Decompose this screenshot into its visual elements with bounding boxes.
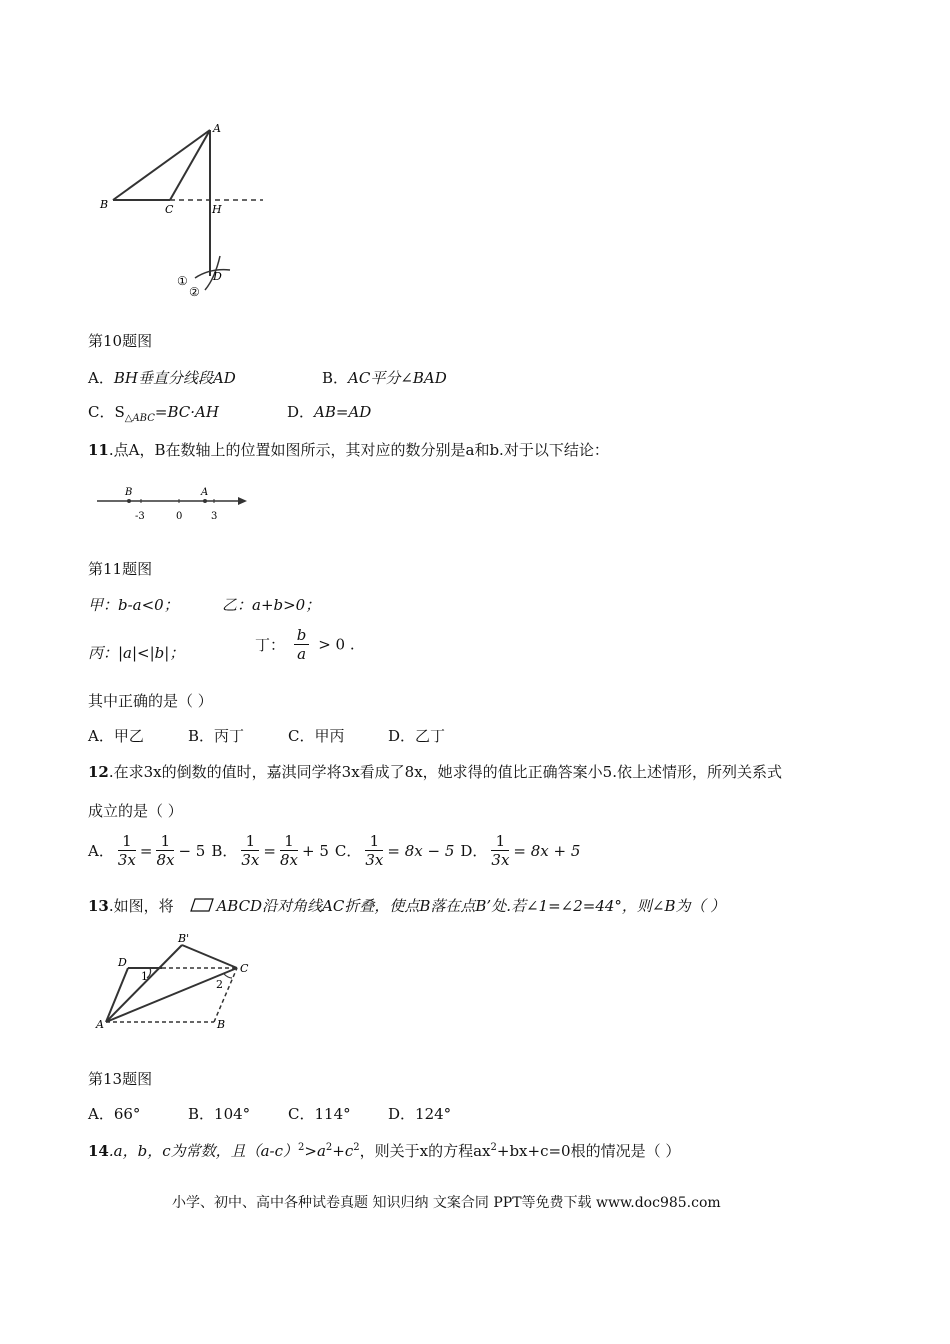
numerator: 1 (491, 832, 509, 851)
denominator: 3x (491, 851, 510, 869)
tick-label-0: 0 (176, 511, 183, 522)
segment-ac (170, 130, 210, 200)
denominator: 3x (241, 851, 260, 869)
opt-label: B． (322, 369, 349, 387)
q12-option-a (88, 832, 205, 869)
label-angle-2: 2 (216, 978, 223, 991)
sup: 2 (353, 1142, 360, 1153)
opt-text: BH垂直分线段AD (113, 369, 236, 387)
opt-label: D． (460, 842, 488, 860)
opt-sub: △ABC (124, 413, 155, 424)
figure-11-number-line (95, 483, 255, 523)
label-angle-1: 1 (141, 970, 148, 983)
question-text: .在求3x的倒数的值时，嘉淇同学将3x看成了8x，她求得的值比正确答案小5.依上述情形，所列关系式 (108, 763, 782, 781)
opt-label: B． (211, 842, 238, 860)
fig10-caption: 第10题图 (88, 332, 153, 350)
label-d: D (118, 956, 127, 969)
numerator: 1 (156, 832, 174, 851)
q11-option-a: A．甲乙 (88, 727, 144, 745)
denominator: 3x (117, 851, 136, 869)
q11-options (88, 725, 445, 746)
numerator: 1 (365, 832, 383, 851)
label-arc-1: ① (177, 274, 188, 288)
conclusion-yi: 乙：a+b>0； (222, 596, 321, 614)
label-bprime: B' (178, 932, 190, 945)
text-e: +bx+c=0根的情况是（ ） (496, 1142, 681, 1160)
numerator: 1 (280, 832, 298, 851)
opt-label: C． (88, 403, 115, 421)
angle-2-arc (224, 974, 232, 978)
q12-option-b (211, 832, 329, 869)
label-arc-2: ② (189, 285, 200, 299)
denominator: 8x (279, 851, 298, 869)
opt-label: A． (88, 369, 114, 387)
q10-option-a (88, 367, 236, 388)
label-b: B (100, 198, 109, 211)
q12-stem-line2: 成立的是（ ） (88, 802, 183, 820)
q10-option-d (287, 401, 371, 422)
conclusion-bing: 丙：|a|<|b|； (88, 644, 185, 662)
text-c: +c (332, 1142, 354, 1160)
fraction-b-over-a (294, 626, 310, 663)
ding-label: 丁： (255, 636, 286, 654)
equals: = (263, 841, 276, 860)
q13-options (88, 1103, 451, 1124)
label-c: C (165, 203, 174, 216)
figure-10 (95, 118, 270, 303)
arrow-head (238, 497, 247, 505)
point-b (127, 499, 131, 503)
fig11-caption: 第11题图 (88, 560, 153, 578)
q10-option-b (322, 367, 447, 388)
point-a (203, 499, 207, 503)
opt-s: S (114, 403, 125, 421)
q13-stem (88, 895, 725, 916)
rest: = 8x − 5 (387, 841, 455, 860)
opt-label: D． (287, 403, 315, 421)
q13-option-b: B．104° (188, 1105, 251, 1123)
sup: 2 (298, 1142, 305, 1153)
segment-bpc (182, 945, 237, 968)
label-b: B (217, 1018, 226, 1030)
frac (156, 832, 174, 869)
q10-option-c (88, 401, 219, 424)
q13-option-c: C．114° (288, 1105, 351, 1123)
denominator: 8x (156, 851, 175, 869)
label-a: A (213, 122, 221, 135)
label-d: D (213, 270, 222, 283)
segment-ab (113, 130, 210, 200)
q12-options (88, 832, 586, 869)
opt-rest: =BC·AH (154, 403, 219, 421)
text-a: .a，b，c为常数，且（a-c） (108, 1142, 299, 1160)
question-text-post: ABCD沿对角线AC折叠，使点B落在点B’处.若∠1=∠2=44°，则∠B为（ ） (216, 897, 726, 915)
rest: − 5 (178, 841, 206, 860)
q13-option-a: A．66° (88, 1105, 141, 1123)
numerator: 1 (118, 832, 136, 851)
frac (491, 832, 509, 869)
q11-option-b: B．丙丁 (188, 727, 245, 745)
sup: 2 (490, 1142, 497, 1153)
sup: 2 (325, 1142, 333, 1153)
frac (241, 832, 259, 869)
numerator: b (294, 626, 310, 645)
rest: = 8x + 5 (513, 841, 581, 860)
denominator: 3x (365, 851, 384, 869)
label-h: H (212, 203, 222, 216)
question-number: 12 (88, 763, 109, 781)
q14-stem (88, 1140, 680, 1161)
ding-rest: > 0 . (318, 635, 355, 654)
rest: + 5 (301, 841, 329, 860)
conclusion-jia: 甲：b-a<0； (88, 596, 179, 614)
q12-option-d (460, 832, 580, 869)
page-footer: 小学、初中、高中各种试卷真题 知识归纳 文案合同 PPT等免费下载 www.doc985.com (172, 1195, 721, 1211)
q11-question: 其中正确的是（ ） (88, 692, 213, 710)
q12-option-c (335, 832, 455, 869)
label-a: A (201, 487, 209, 498)
question-text: .点A，B在数轴上的位置如图所示，其对应的数分别是a和b.对于以下结论： (108, 441, 609, 459)
opt-text: AC平分∠BAD (348, 369, 447, 387)
equals: = (139, 841, 153, 860)
q11-stem (88, 439, 609, 460)
numerator: 1 (241, 832, 259, 851)
opt-label: C． (334, 842, 362, 860)
q12-stem-line1 (88, 761, 782, 782)
question-number: 13 (88, 897, 109, 915)
text-d: ，则关于x的方程ax (359, 1142, 491, 1160)
frac (365, 832, 383, 869)
conclusion-ding (255, 626, 355, 663)
fig13-caption: 第13题图 (88, 1070, 153, 1088)
figure-13 (92, 930, 267, 1030)
label-b: B (125, 487, 133, 498)
text-b: >a (304, 1142, 326, 1160)
question-text-pre: .如图，将 (108, 897, 174, 915)
q11-option-d: D．乙丁 (388, 727, 446, 745)
question-number: 14 (88, 1142, 109, 1160)
label-c: C (240, 962, 249, 975)
parallelogram-icon (190, 898, 214, 912)
q13-option-d: D．124° (388, 1105, 452, 1123)
label-a: A (96, 1018, 104, 1030)
tick-label-minus3: -3 (135, 511, 145, 522)
tick-label-3: 3 (211, 511, 218, 522)
frac (118, 832, 136, 869)
opt-text: AB=AD (314, 403, 372, 421)
q11-option-c: C．甲丙 (288, 727, 345, 745)
frac (280, 832, 298, 869)
question-number: 11 (88, 441, 109, 459)
opt-label: A． (88, 842, 114, 860)
denominator: a (297, 645, 307, 663)
